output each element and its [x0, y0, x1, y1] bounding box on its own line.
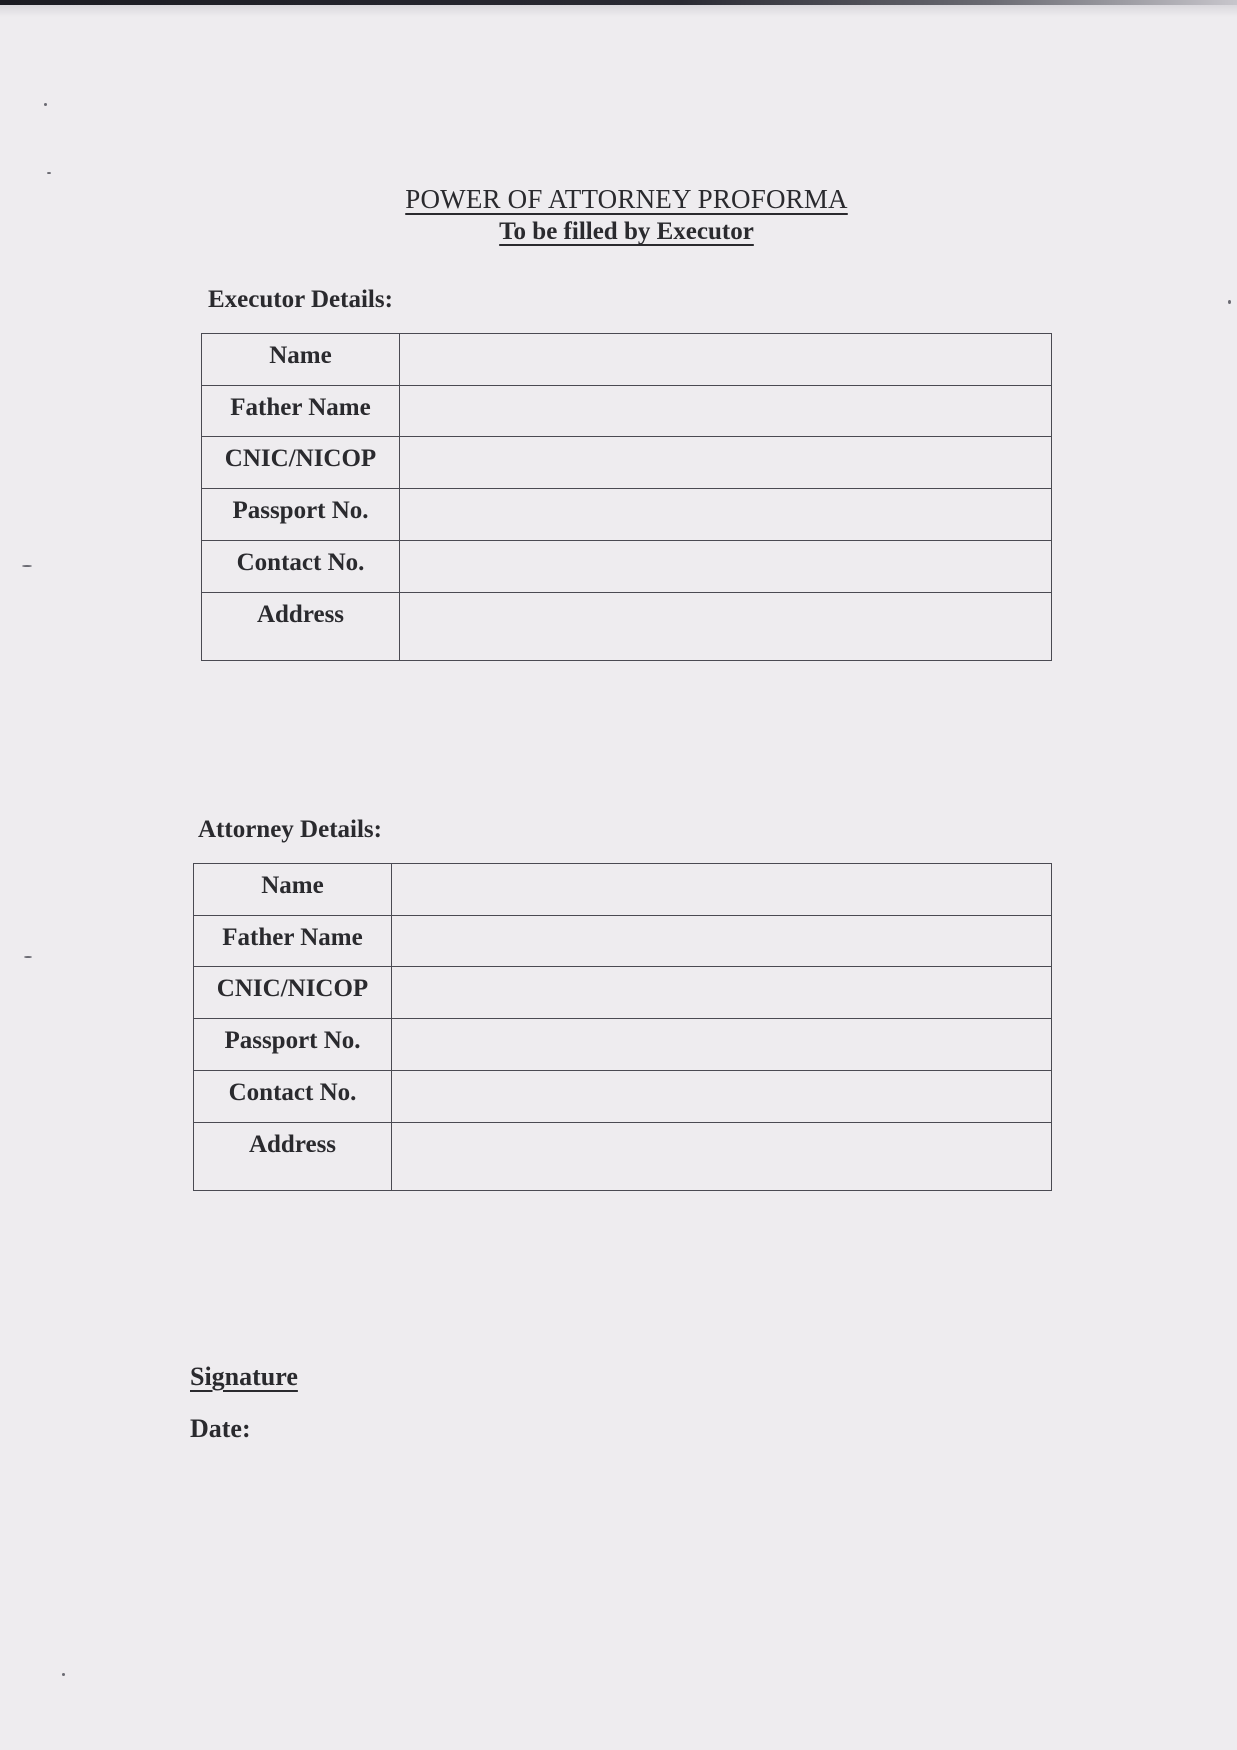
attorney-father-name-field[interactable] [392, 916, 1052, 967]
attorney-passport-field[interactable] [392, 1019, 1052, 1071]
row-label: Passport No. [194, 1019, 392, 1071]
scan-speck [47, 172, 51, 174]
scan-speck [62, 1673, 65, 1676]
row-label: CNIC/NICOP [202, 437, 400, 489]
table-row [202, 334, 1052, 386]
table-row [202, 386, 1052, 437]
scan-speck [44, 103, 47, 106]
row-label: Address [194, 1123, 392, 1191]
row-label: Father Name [202, 386, 400, 437]
document-title: POWER OF ATTORNEY PROFORMA [405, 184, 848, 214]
row-label: CNIC/NICOP [194, 967, 392, 1019]
attorney-name-field[interactable] [392, 864, 1052, 916]
scan-shadow [0, 5, 1237, 17]
executor-name-field[interactable] [400, 334, 1052, 386]
row-label: Name [194, 864, 392, 916]
attorney-cnic-field[interactable] [392, 967, 1052, 1019]
scan-speck [24, 956, 32, 958]
table-row [202, 593, 1052, 661]
row-label: Father Name [194, 916, 392, 967]
row-label: Contact No. [202, 541, 400, 593]
attorney-details-table [193, 863, 1052, 1191]
executor-address-field[interactable] [400, 593, 1052, 661]
table-row [202, 541, 1052, 593]
table-row [194, 916, 1052, 967]
table-row [194, 1123, 1052, 1191]
table-row [194, 1071, 1052, 1123]
table-row [194, 864, 1052, 916]
scan-speck [22, 565, 32, 567]
table-row [202, 437, 1052, 489]
date-label: Date: [190, 1414, 251, 1443]
row-label: Address [202, 593, 400, 661]
executor-father-name-field[interactable] [400, 386, 1052, 437]
attorney-contact-field[interactable] [392, 1071, 1052, 1123]
signature-label: Signature [190, 1362, 298, 1391]
table-row [194, 967, 1052, 1019]
scan-speck [1228, 300, 1231, 304]
executor-cnic-field[interactable] [400, 437, 1052, 489]
row-label: Passport No. [202, 489, 400, 541]
document-subtitle: To be filled by Executor [499, 218, 754, 245]
executor-passport-field[interactable] [400, 489, 1052, 541]
row-label: Name [202, 334, 400, 386]
executor-section-heading: Executor Details: [208, 286, 393, 313]
table-row [194, 1019, 1052, 1071]
executor-details-table [201, 333, 1052, 661]
executor-contact-field[interactable] [400, 541, 1052, 593]
row-label: Contact No. [194, 1071, 392, 1123]
attorney-section-heading: Attorney Details: [198, 816, 382, 843]
table-row [202, 489, 1052, 541]
attorney-address-field[interactable] [392, 1123, 1052, 1191]
